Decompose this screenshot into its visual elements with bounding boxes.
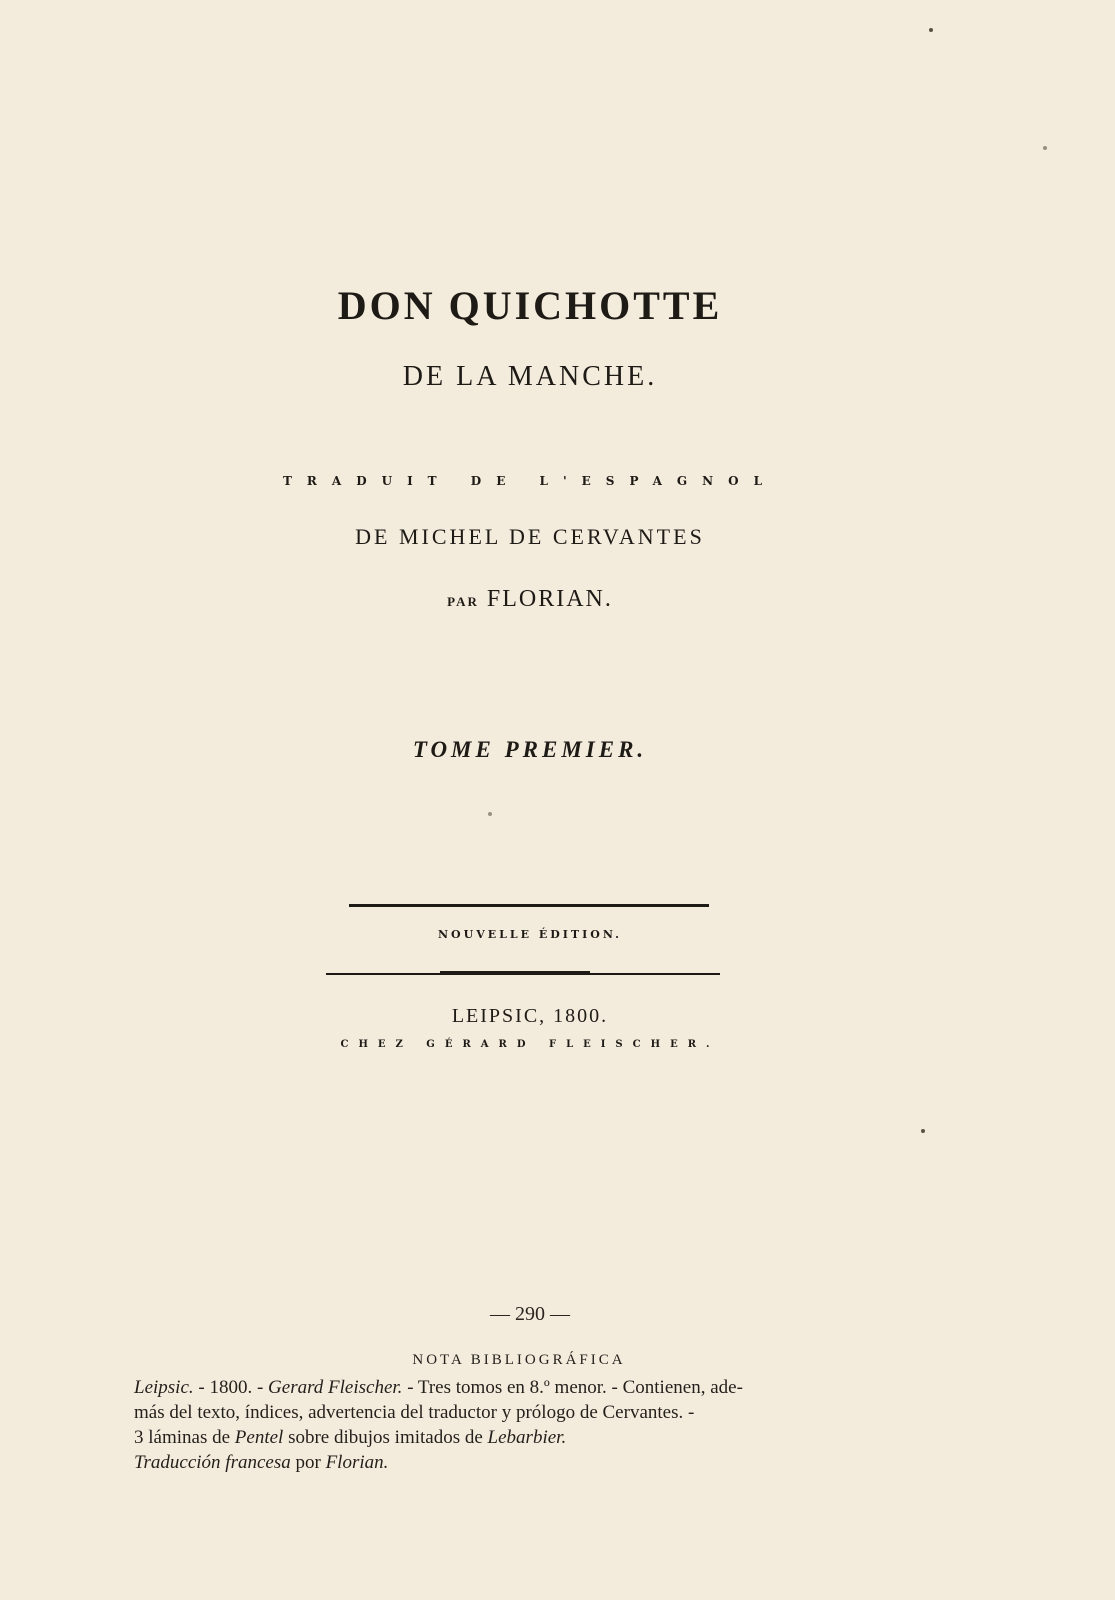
note-heading: NOTA BIBLIOGRÁFICA bbox=[412, 1352, 626, 1368]
note-translation: Traducción francesa bbox=[134, 1452, 291, 1473]
edition-label: NOUVELLE ÉDITION. bbox=[438, 928, 622, 941]
book-subtitle: DE LA MANCHE. bbox=[402, 361, 658, 392]
note-line-1 bbox=[134, 1375, 904, 1400]
paper-speck bbox=[1043, 146, 1047, 150]
note-artist: Lebarbier. bbox=[487, 1427, 567, 1448]
note-place: Leipsic. bbox=[134, 1377, 194, 1398]
translated-from-line: TRADUIT DE L'ESPAGNOL bbox=[282, 474, 778, 488]
note-by: por bbox=[290, 1452, 326, 1473]
paper-speck bbox=[929, 28, 933, 32]
paper-speck bbox=[488, 812, 492, 816]
note-publisher: Gerard Fleischer. bbox=[268, 1377, 403, 1398]
volume-label: TOME PREMIER. bbox=[412, 737, 648, 762]
lower-rule-thick bbox=[440, 971, 590, 974]
note-plates-middle: sobre dibujos imitados de bbox=[283, 1427, 488, 1448]
note-translator: Florian. bbox=[325, 1452, 389, 1473]
note-line-3 bbox=[134, 1425, 904, 1450]
note-description-1: - Tres tomos en 8.º menor. - Contienen, ade- bbox=[402, 1377, 743, 1398]
book-title: DON QUICHOTTE bbox=[337, 283, 723, 328]
note-line-2: más del texto, índices, advertencia del traductor y prólogo de Cervantes. - bbox=[134, 1402, 695, 1423]
imprint-publisher: CHEZ GÉRARD FLEISCHER. bbox=[340, 1039, 720, 1050]
translator-prefix: PAR bbox=[447, 594, 479, 609]
note-engraver: Pentel bbox=[234, 1427, 284, 1448]
upper-rule bbox=[349, 904, 709, 907]
bibliographic-note bbox=[134, 1348, 904, 1475]
note-year: - 1800. - bbox=[193, 1377, 269, 1398]
imprint-place: LEIPSIC, 1800. bbox=[451, 1005, 609, 1027]
page-number: — 290 — bbox=[490, 1303, 570, 1325]
note-plates: 3 láminas de bbox=[134, 1427, 235, 1448]
author-line: DE MICHEL DE CERVANTES bbox=[355, 524, 705, 549]
translator-line bbox=[0, 586, 1060, 613]
translator-name: FLORIAN. bbox=[486, 586, 613, 612]
note-line-4 bbox=[134, 1450, 904, 1475]
paper-speck bbox=[921, 1129, 925, 1133]
